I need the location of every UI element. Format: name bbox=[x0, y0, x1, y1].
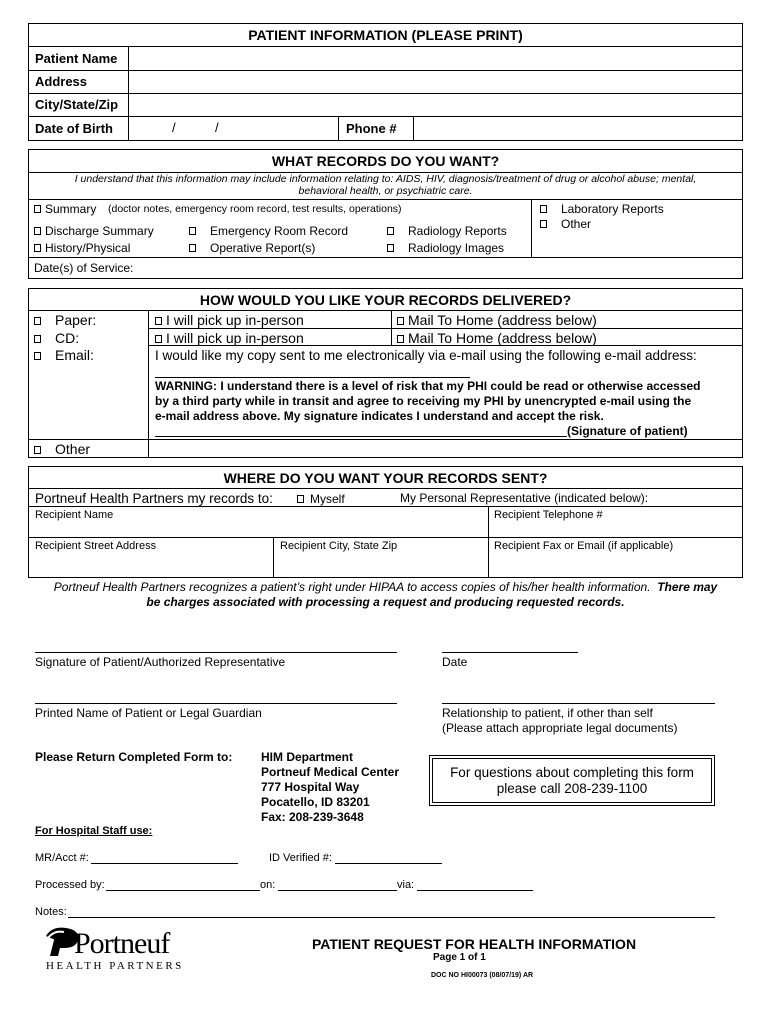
pickup-paper-checkbox[interactable]: I will pick up in-person bbox=[155, 312, 304, 328]
return-address: 777 Hospital Way bbox=[261, 780, 360, 794]
return-address: Portneuf Medical Center bbox=[261, 765, 400, 779]
dob-slash: / bbox=[215, 120, 219, 135]
return-label: Please Return Completed Form to: bbox=[35, 750, 233, 764]
myself-checkbox[interactable]: Myself bbox=[297, 492, 345, 506]
checkbox-icon bbox=[155, 335, 162, 343]
processed-on-label: on: bbox=[260, 879, 276, 891]
recipient-street-field[interactable] bbox=[30, 554, 271, 576]
mail-cd-checkbox[interactable]: Mail To Home (address below) bbox=[397, 330, 597, 346]
checkbox-icon bbox=[397, 317, 404, 325]
checkbox-icon bbox=[34, 205, 41, 213]
staff-use-title: For Hospital Staff use: bbox=[35, 825, 153, 837]
signature-label: Signature of Patient/Authorized Representative bbox=[35, 655, 286, 669]
pickup-cd-checkbox[interactable]: I will pick up in-person bbox=[155, 330, 304, 346]
patient-name-field[interactable] bbox=[130, 48, 740, 69]
checkbox-icon bbox=[540, 205, 547, 213]
checkbox-icon bbox=[387, 227, 394, 235]
relationship-note: (Please attach appropriate legal documents) bbox=[442, 721, 678, 735]
dates-of-service-field[interactable] bbox=[145, 259, 740, 277]
er-record-checkbox[interactable]: Emergency Room Record bbox=[189, 224, 348, 238]
checkbox-icon bbox=[34, 227, 41, 235]
delivery-title: HOW WOULD YOU LIKE YOUR RECORDS DELIVERED? bbox=[199, 292, 572, 308]
history-checkbox[interactable]: History/Physical bbox=[34, 241, 130, 255]
recipient-fax-field[interactable] bbox=[490, 554, 740, 576]
logo-subtitle: HEALTH PARTNERS bbox=[46, 960, 184, 972]
dob-field[interactable] bbox=[130, 117, 336, 139]
radiology-reports-checkbox[interactable]: Radiology Reports bbox=[387, 224, 507, 238]
recipient-name-field[interactable] bbox=[30, 522, 486, 536]
form-title: PATIENT REQUEST FOR HEALTH INFORMATION bbox=[312, 936, 637, 952]
relationship-label: Relationship to patient, if other than self bbox=[442, 706, 653, 720]
checkbox-icon bbox=[189, 227, 196, 235]
recipient-phone-label: Recipient Telephone # bbox=[494, 509, 603, 521]
processed-via-line[interactable] bbox=[417, 890, 533, 891]
dob-label: Date of Birth bbox=[35, 121, 113, 136]
discharge-checkbox[interactable]: Discharge Summary bbox=[34, 224, 154, 238]
return-address: Pocatello, ID 83201 bbox=[261, 795, 370, 809]
questions-text: please call 208-239-1100 bbox=[496, 781, 648, 796]
other-delivery-checkbox[interactable]: Other bbox=[34, 441, 90, 457]
date-line[interactable] bbox=[442, 652, 578, 653]
radiology-images-checkbox[interactable]: Radiology Images bbox=[387, 241, 504, 255]
checkbox-icon bbox=[34, 317, 41, 325]
id-verified-label: ID Verified #: bbox=[269, 852, 332, 864]
checkbox-icon bbox=[155, 317, 162, 325]
email-warning: WARNING: I understand there is a level of risk that my PHI could be read or otherwise accessed bbox=[155, 379, 701, 393]
checkbox-icon bbox=[397, 335, 404, 343]
checkbox-icon bbox=[34, 446, 41, 454]
mr-acct-line[interactable] bbox=[91, 863, 238, 864]
patient-info-title: PATIENT INFORMATION (PLEASE PRINT) bbox=[248, 27, 523, 43]
checkbox-icon bbox=[34, 244, 41, 252]
logo-wordmark: Portneuf bbox=[74, 927, 170, 960]
recipient-city-label: Recipient City, State Zip bbox=[280, 540, 398, 552]
email-address-line[interactable] bbox=[155, 377, 470, 378]
recipient-city-field[interactable] bbox=[275, 554, 486, 576]
processed-via-label: via: bbox=[397, 879, 415, 891]
checkbox-icon bbox=[34, 352, 41, 360]
doc-number: DOC NO HI00073 (08/07/19) AR bbox=[431, 972, 534, 979]
signature-line[interactable] bbox=[35, 652, 397, 653]
mr-acct-label: MR/Acct #: bbox=[35, 852, 89, 864]
id-verified-line[interactable] bbox=[335, 863, 442, 864]
relationship-line[interactable] bbox=[442, 703, 715, 704]
mail-paper-checkbox[interactable]: Mail To Home (address below) bbox=[397, 312, 597, 328]
questions-text: For questions about completing this form bbox=[450, 765, 694, 780]
checkbox-icon bbox=[387, 244, 394, 252]
processed-on-line[interactable] bbox=[278, 890, 397, 891]
processed-by-label: Processed by: bbox=[35, 879, 105, 891]
recipient-title: WHERE DO YOU WANT YOUR RECORDS SENT? bbox=[223, 470, 548, 486]
records-title: WHAT RECORDS DO YOU WANT? bbox=[271, 153, 500, 169]
dates-of-service-label: Date(s) of Service: bbox=[34, 261, 134, 275]
summary-note: (doctor notes, emergency room record, test results, operations) bbox=[108, 203, 402, 215]
page-number: Page 1 of 1 bbox=[433, 952, 486, 963]
email-checkbox[interactable]: Email: bbox=[34, 347, 94, 363]
patient-signature-label: (Signature of patient) bbox=[567, 424, 688, 438]
recipient-fax-label: Recipient Fax or Email (if applicable) bbox=[494, 540, 674, 552]
checkbox-icon bbox=[34, 335, 41, 343]
notes-label: Notes: bbox=[35, 906, 67, 918]
operative-checkbox[interactable]: Operative Report(s) bbox=[189, 241, 315, 255]
recipient-street-label: Recipient Street Address bbox=[35, 540, 157, 552]
address-label: Address bbox=[35, 74, 88, 89]
address-field[interactable] bbox=[130, 71, 740, 92]
printed-name-label: Printed Name of Patient or Legal Guardian bbox=[35, 706, 262, 720]
printed-name-line[interactable] bbox=[35, 703, 397, 704]
other-records-checkbox[interactable]: Other bbox=[540, 217, 591, 231]
portneuf-logo bbox=[44, 926, 194, 976]
city-state-zip-field[interactable] bbox=[130, 94, 740, 115]
hipaa-notice: Portneuf Health Partners recognizes a patient’s right under HIPAA to access copies of his/her health information. There may bbox=[53, 580, 718, 594]
lab-reports-checkbox[interactable]: Laboratory Reports bbox=[540, 202, 664, 216]
return-fax: Fax: 208-239-3648 bbox=[261, 810, 364, 824]
recipient-name-label: Recipient Name bbox=[35, 509, 114, 521]
patient-name-label: Patient Name bbox=[35, 51, 118, 66]
email-warning: e-mail address above. My signature indicates I understand and accept the risk. bbox=[155, 409, 604, 423]
email-instructions: I would like my copy sent to me electronically via e-mail using the following e-mail address: bbox=[155, 348, 697, 363]
records-disclaimer: behavioral health, or psychiatric care. bbox=[298, 185, 473, 197]
phone-label: Phone # bbox=[346, 121, 397, 136]
processed-by-line[interactable] bbox=[106, 890, 260, 891]
date-label: Date bbox=[442, 655, 468, 669]
paper-checkbox[interactable]: Paper: bbox=[34, 312, 96, 328]
email-warning: by a third party while in transit and agree to receiving my PHI by unencrypted e-mail using the bbox=[155, 394, 692, 408]
partners-release-text: Portneuf Health Partners my records to: bbox=[35, 491, 273, 506]
checkbox-icon bbox=[297, 495, 304, 503]
notes-line[interactable] bbox=[68, 917, 715, 918]
recipient-phone-field[interactable] bbox=[490, 522, 740, 536]
summary-checkbox[interactable]: Summary bbox=[34, 202, 96, 216]
city-state-zip-label: City/State/Zip bbox=[35, 97, 119, 112]
phone-field[interactable] bbox=[415, 117, 741, 139]
hipaa-notice: be charges associated with processing a request and producing requested records. bbox=[146, 595, 625, 609]
personal-rep-option[interactable]: My Personal Representative (indicated below): bbox=[400, 491, 649, 505]
records-disclaimer: I understand that this information may include information relating to: AIDS, HIV, diagnosis/treatment of drug or alcohol abuse; mental, bbox=[74, 173, 697, 185]
dob-slash: / bbox=[172, 120, 176, 135]
checkbox-icon bbox=[540, 220, 547, 228]
checkbox-icon bbox=[189, 244, 196, 252]
patient-signature-line[interactable] bbox=[155, 436, 567, 437]
cd-checkbox[interactable]: CD: bbox=[34, 330, 79, 346]
return-address: HIM Department bbox=[261, 750, 354, 764]
